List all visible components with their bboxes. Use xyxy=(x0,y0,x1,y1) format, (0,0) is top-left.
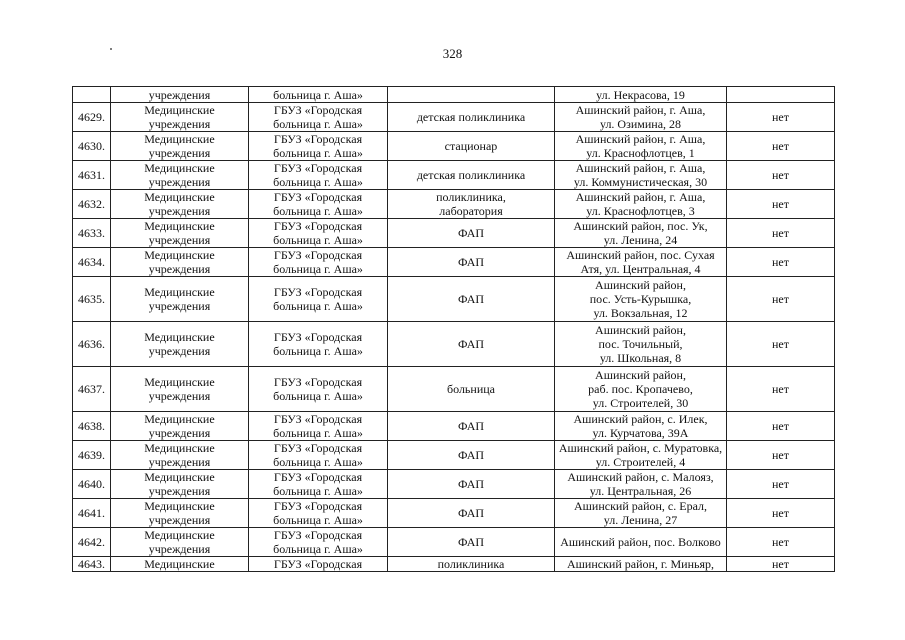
cell-address xyxy=(555,277,727,322)
cell-address xyxy=(555,412,727,441)
cell-category xyxy=(111,557,249,572)
cell-number: 4641. xyxy=(73,499,111,528)
cell-category-line: Медицинские xyxy=(144,190,215,204)
cell-category xyxy=(111,190,249,219)
registry-table-body xyxy=(73,87,835,572)
cell-note: нет xyxy=(727,161,835,190)
cell-facility-type xyxy=(388,528,555,557)
cell-number: 4643. xyxy=(73,557,111,572)
table-row xyxy=(73,412,835,441)
cell-address xyxy=(555,470,727,499)
cell-category-line: Медицинские xyxy=(144,132,215,146)
cell-facility-type xyxy=(388,219,555,248)
cell-organization-line: больница г. Аша» xyxy=(273,542,363,556)
cell-address-line: ул. Строителей, 30 xyxy=(592,396,689,410)
cell-address-line: Ашинский район, г. Аша, xyxy=(575,161,706,175)
cell-facility-type xyxy=(388,103,555,132)
cell-facility-type-line: лаборатория xyxy=(439,204,503,218)
cell-organization xyxy=(249,161,388,190)
cell-note: нет xyxy=(727,412,835,441)
cell-address-line: ул. Ленина, 27 xyxy=(603,513,678,527)
cell-address-line: Ашинский район, г. Миньяр, xyxy=(567,557,714,571)
cell-category-line: учреждения xyxy=(148,88,211,102)
cell-number: 4638. xyxy=(73,412,111,441)
cell-number: 4642. xyxy=(73,528,111,557)
page-number: 328 xyxy=(442,46,463,61)
cell-address-line: ул. Некрасова, 19 xyxy=(596,88,685,102)
cell-organization xyxy=(249,367,388,412)
cell-address-line: Ашинский район, xyxy=(595,368,686,382)
cell-number: 4631. xyxy=(73,161,111,190)
table-row xyxy=(73,441,835,470)
cell-category-line: учреждения xyxy=(148,344,211,358)
cell-facility-type xyxy=(388,470,555,499)
table-row xyxy=(73,277,835,322)
cell-address-line: ул. Вокзальная, 12 xyxy=(593,306,688,320)
cell-address xyxy=(555,322,727,367)
cell-organization-line: больница г. Аша» xyxy=(273,484,363,498)
cell-organization xyxy=(249,557,388,572)
cell-organization-line: ГБУЗ «Городская xyxy=(273,161,363,175)
table-row xyxy=(73,248,835,277)
cell-address xyxy=(555,441,727,470)
cell-category-line: Медицинские xyxy=(144,470,215,484)
cell-address xyxy=(555,367,727,412)
cell-facility-type xyxy=(388,441,555,470)
cell-facility-type xyxy=(388,190,555,219)
cell-organization-line: ГБУЗ «Городская xyxy=(273,248,363,262)
cell-organization-line: больница г. Аша» xyxy=(273,146,363,160)
cell-category-line: учреждения xyxy=(148,299,211,313)
cell-category xyxy=(111,412,249,441)
cell-address xyxy=(555,132,727,161)
cell-category-line: учреждения xyxy=(148,175,211,189)
cell-organization xyxy=(249,87,388,103)
table-row xyxy=(73,190,835,219)
cell-facility-type-line: ФАП xyxy=(457,477,485,491)
cell-address-line: ул. Краснофлотцев, 3 xyxy=(586,204,695,218)
cell-organization-line: ГБУЗ «Городская xyxy=(273,330,363,344)
cell-address-line: раб. пос. Кропачево, xyxy=(588,382,693,396)
cell-category-line: Медицинские xyxy=(144,375,215,389)
cell-address xyxy=(555,248,727,277)
cell-number: 4635. xyxy=(73,277,111,322)
cell-organization-line: ГБУЗ «Городская xyxy=(273,219,363,233)
registry-table xyxy=(72,86,835,572)
cell-category xyxy=(111,322,249,367)
cell-address-line: ул. Курчатова, 39А xyxy=(592,426,689,440)
cell-facility-type xyxy=(388,248,555,277)
cell-note: нет xyxy=(727,499,835,528)
cell-category-line: учреждения xyxy=(148,455,211,469)
cell-facility-type-line: детская поликлиника xyxy=(416,110,526,124)
cell-number: 4640. xyxy=(73,470,111,499)
cell-facility-type xyxy=(388,367,555,412)
cell-address-line: Атя, ул. Центральная, 4 xyxy=(580,262,701,276)
cell-facility-type xyxy=(388,557,555,572)
cell-address-line: Ашинский район, г. Аша, xyxy=(575,132,706,146)
cell-note: нет xyxy=(727,322,835,367)
cell-facility-type-line: ФАП xyxy=(457,419,485,433)
cell-category-line: учреждения xyxy=(148,233,211,247)
cell-number: 4636. xyxy=(73,322,111,367)
cell-number: 4634. xyxy=(73,248,111,277)
table-row xyxy=(73,103,835,132)
cell-category-line: учреждения xyxy=(148,484,211,498)
cell-category xyxy=(111,470,249,499)
cell-organization-line: больница г. Аша» xyxy=(273,175,363,189)
cell-facility-type xyxy=(388,87,555,103)
cell-address-line: ул. Озимина, 28 xyxy=(599,117,682,131)
cell-category-line: учреждения xyxy=(148,513,211,527)
cell-facility-type-line: ФАП xyxy=(457,535,485,549)
table-row xyxy=(73,161,835,190)
cell-organization-line: больница г. Аша» xyxy=(273,513,363,527)
cell-number: 4639. xyxy=(73,441,111,470)
cell-address xyxy=(555,161,727,190)
cell-category-line: Медицинские xyxy=(144,499,215,513)
cell-facility-type-line: детская поликлиника xyxy=(416,168,526,182)
cell-address xyxy=(555,219,727,248)
cell-address-line: Ашинский район, xyxy=(595,323,686,337)
cell-category-line: учреждения xyxy=(148,117,211,131)
cell-category xyxy=(111,103,249,132)
cell-organization-line: ГБУЗ «Городская xyxy=(273,557,363,571)
cell-facility-type-line: ФАП xyxy=(457,448,485,462)
cell-address-line: ул. Строителей, 4 xyxy=(595,455,686,469)
cell-organization-line: ГБУЗ «Городская xyxy=(273,132,363,146)
cell-organization-line: ГБУЗ «Городская xyxy=(273,285,363,299)
cell-organization xyxy=(249,132,388,161)
cell-organization-line: больница г. Аша» xyxy=(273,455,363,469)
table-row xyxy=(73,499,835,528)
cell-category xyxy=(111,528,249,557)
cell-category-line: Медицинские xyxy=(144,219,215,233)
cell-category-line: учреждения xyxy=(148,204,211,218)
cell-facility-type xyxy=(388,412,555,441)
cell-category-line: учреждения xyxy=(148,542,211,556)
cell-address xyxy=(555,528,727,557)
cell-category-line: учреждения xyxy=(148,426,211,440)
cell-address xyxy=(555,190,727,219)
cell-organization-line: ГБУЗ «Городская xyxy=(273,412,363,426)
cell-organization-line: ГБУЗ «Городская xyxy=(273,103,363,117)
cell-facility-type-line: больница xyxy=(447,382,495,396)
cell-address-line: Ашинский район, г. Аша, xyxy=(575,190,706,204)
cell-organization xyxy=(249,412,388,441)
cell-facility-type-line: поликлиника, xyxy=(436,190,506,204)
cell-number: 4629. xyxy=(73,103,111,132)
table-row xyxy=(73,557,835,572)
cell-note: нет xyxy=(727,277,835,322)
cell-address-line: ул. Центральная, 26 xyxy=(589,484,692,498)
cell-organization xyxy=(249,190,388,219)
cell-address-line: ул. Школьная, 8 xyxy=(599,351,682,365)
cell-organization-line: ГБУЗ «Городская xyxy=(273,499,363,513)
cell-address-line: Ашинский район, xyxy=(595,278,686,292)
cell-category-line: Медицинские xyxy=(144,412,215,426)
table-row xyxy=(73,470,835,499)
cell-facility-type-line: ФАП xyxy=(457,292,485,306)
cell-address-line: Ашинский район, с. Муратовка, xyxy=(558,441,723,455)
cell-category xyxy=(111,219,249,248)
cell-address xyxy=(555,557,727,572)
cell-note: нет xyxy=(727,557,835,572)
cell-category-line: учреждения xyxy=(148,262,211,276)
cell-note: нет xyxy=(727,528,835,557)
cell-category-line: Медицинские xyxy=(144,248,215,262)
cell-address-line: ул. Ленина, 24 xyxy=(603,233,678,247)
table-row xyxy=(73,87,835,103)
cell-address xyxy=(555,499,727,528)
cell-address-line: Ашинский район, г. Аша, xyxy=(575,103,706,117)
cell-organization-line: больница г. Аша» xyxy=(273,389,363,403)
cell-address-line: Ашинский район, с. Ерал, xyxy=(574,499,707,513)
cell-address-line: ул. Коммунистическая, 30 xyxy=(573,175,708,189)
cell-number xyxy=(73,87,111,103)
cell-note: нет xyxy=(727,190,835,219)
cell-note: нет xyxy=(727,132,835,161)
cell-organization-line: больница г. Аша» xyxy=(273,262,363,276)
cell-organization xyxy=(249,248,388,277)
table-row xyxy=(73,322,835,367)
cell-facility-type-line: ФАП xyxy=(457,255,485,269)
cell-facility-type-line: ФАП xyxy=(457,506,485,520)
cell-note: нет xyxy=(727,219,835,248)
cell-organization xyxy=(249,322,388,367)
cell-category-line: Медицинские xyxy=(144,557,215,571)
cell-category-line: учреждения xyxy=(148,146,211,160)
cell-facility-type-line: ФАП xyxy=(457,226,485,240)
cell-organization xyxy=(249,528,388,557)
cell-facility-type xyxy=(388,277,555,322)
cell-address-line: Ашинский район, с. Малояз, xyxy=(567,470,714,484)
cell-organization xyxy=(249,219,388,248)
cell-address xyxy=(555,103,727,132)
cell-organization xyxy=(249,499,388,528)
cell-organization xyxy=(249,441,388,470)
cell-category xyxy=(111,367,249,412)
cell-address-line: пос. Усть-Курышка, xyxy=(589,292,692,306)
cell-address-line: Ашинский район, с. Илек, xyxy=(573,412,708,426)
cell-address-line: пос. Точильный, xyxy=(598,337,683,351)
table-row xyxy=(73,219,835,248)
cell-facility-type xyxy=(388,322,555,367)
cell-organization-line: ГБУЗ «Городская xyxy=(273,375,363,389)
cell-address-line: Ашинский район, пос. Сухая xyxy=(566,248,715,262)
cell-note: нет xyxy=(727,367,835,412)
cell-address-line: Ашинский район, пос. Волково xyxy=(560,535,721,549)
cell-category-line: Медицинские xyxy=(144,441,215,455)
cell-category-line: Медицинские xyxy=(144,528,215,542)
cell-address xyxy=(555,87,727,103)
cell-facility-type xyxy=(388,499,555,528)
scan-speck xyxy=(110,48,112,50)
cell-facility-type-line: ФАП xyxy=(457,337,485,351)
cell-organization-line: больница г. Аша» xyxy=(273,233,363,247)
cell-category xyxy=(111,87,249,103)
cell-address-line: Ашинский район, пос. Ук, xyxy=(573,219,708,233)
table-row xyxy=(73,528,835,557)
cell-facility-type-line: поликлиника xyxy=(437,557,505,571)
cell-organization-line: ГБУЗ «Городская xyxy=(273,190,363,204)
cell-facility-type xyxy=(388,161,555,190)
cell-organization-line: ГБУЗ «Городская xyxy=(273,441,363,455)
table-row xyxy=(73,132,835,161)
cell-organization-line: больница г. Аша» xyxy=(273,88,363,102)
cell-organization-line: ГБУЗ «Городская xyxy=(273,470,363,484)
cell-note xyxy=(727,87,835,103)
cell-category xyxy=(111,441,249,470)
table-row xyxy=(73,367,835,412)
cell-number: 4633. xyxy=(73,219,111,248)
cell-category xyxy=(111,161,249,190)
cell-organization xyxy=(249,470,388,499)
cell-category-line: Медицинские xyxy=(144,330,215,344)
cell-note: нет xyxy=(727,470,835,499)
cell-organization-line: больница г. Аша» xyxy=(273,299,363,313)
cell-facility-type xyxy=(388,132,555,161)
cell-category-line: Медицинские xyxy=(144,285,215,299)
cell-category-line: Медицинские xyxy=(144,103,215,117)
cell-organization xyxy=(249,103,388,132)
cell-organization-line: больница г. Аша» xyxy=(273,344,363,358)
cell-facility-type-line: стационар xyxy=(444,139,498,153)
cell-note: нет xyxy=(727,103,835,132)
cell-category-line: Медицинские xyxy=(144,161,215,175)
cell-organization-line: больница г. Аша» xyxy=(273,204,363,218)
cell-category xyxy=(111,248,249,277)
cell-organization xyxy=(249,277,388,322)
cell-category-line: учреждения xyxy=(148,389,211,403)
cell-number: 4632. xyxy=(73,190,111,219)
cell-organization-line: ГБУЗ «Городская xyxy=(273,528,363,542)
cell-category xyxy=(111,277,249,322)
cell-category xyxy=(111,499,249,528)
cell-note: нет xyxy=(727,248,835,277)
cell-number: 4637. xyxy=(73,367,111,412)
cell-category xyxy=(111,132,249,161)
cell-note: нет xyxy=(727,441,835,470)
cell-organization-line: больница г. Аша» xyxy=(273,426,363,440)
cell-organization-line: больница г. Аша» xyxy=(273,117,363,131)
cell-number: 4630. xyxy=(73,132,111,161)
cell-address-line: ул. Краснофлотцев, 1 xyxy=(586,146,695,160)
